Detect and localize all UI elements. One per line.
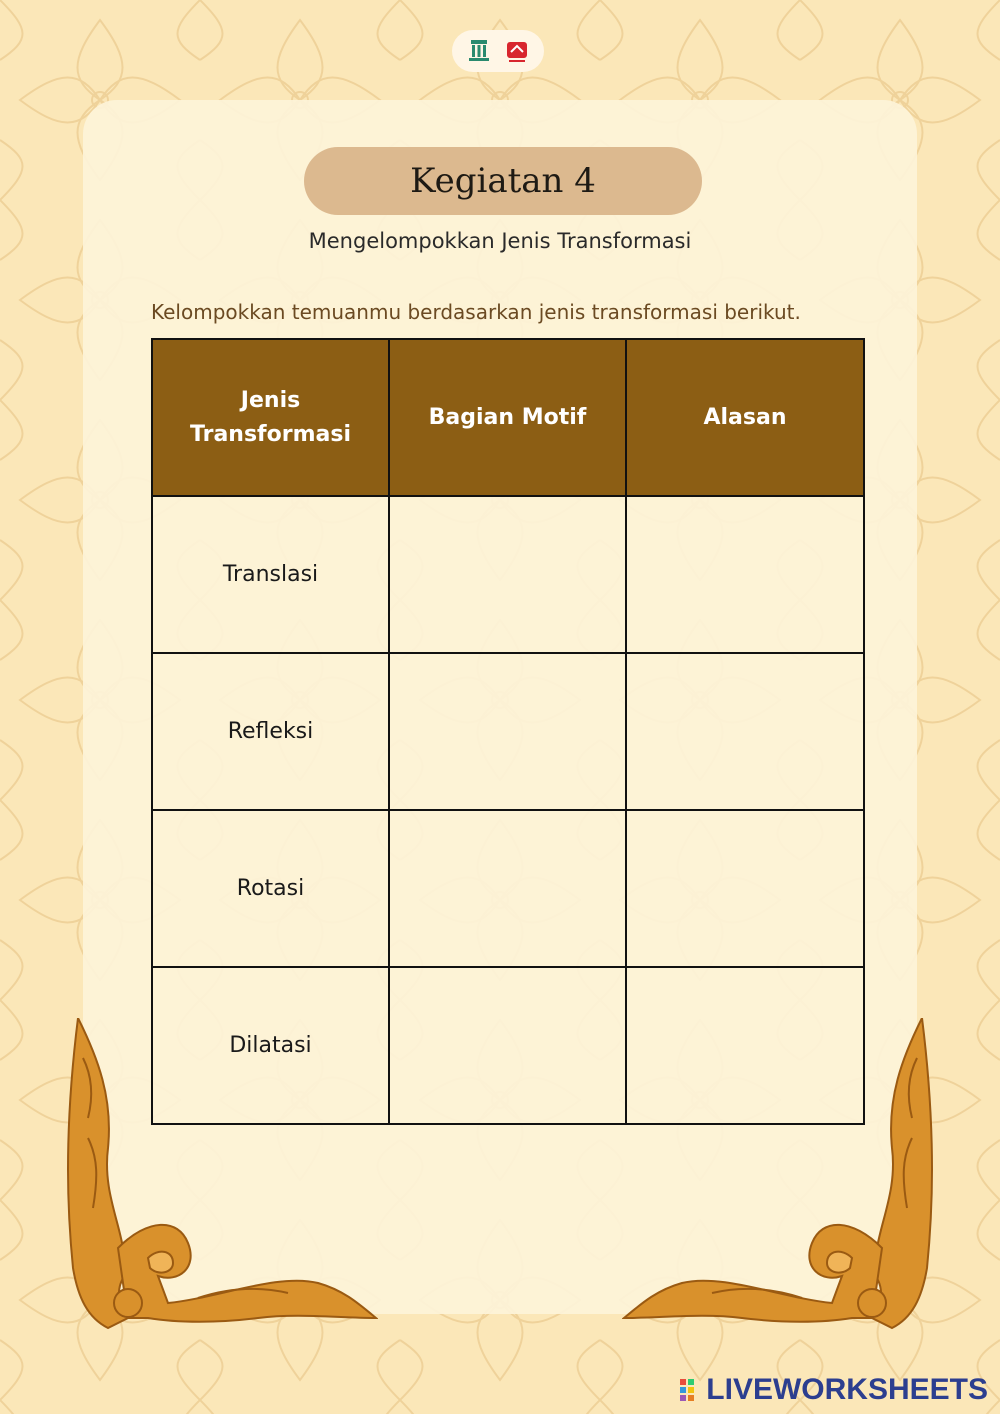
transformation-type-cell: Rotasi	[152, 810, 389, 967]
table-row	[152, 810, 864, 967]
publisher-logo-icon	[502, 36, 532, 66]
activity-title-badge	[304, 147, 702, 215]
transformation-table	[151, 338, 865, 1125]
institution-logo-icon	[464, 36, 494, 66]
table-row	[152, 496, 864, 653]
reason-answer-cell[interactable]	[626, 810, 864, 967]
table-header-row	[152, 339, 864, 496]
activity-title: Kegiatan 4	[410, 161, 596, 201]
transformation-type-cell: Dilatasi	[152, 967, 389, 1124]
ornament-corner-left	[58, 1018, 378, 1348]
header-alasan: Alasan	[626, 339, 864, 496]
header-logos	[452, 30, 544, 72]
transformation-type-cell: Refleksi	[152, 653, 389, 810]
transformation-type-cell: Translasi	[152, 496, 389, 653]
reason-answer-cell[interactable]	[626, 653, 864, 810]
motif-answer-cell[interactable]	[389, 810, 626, 967]
ornament-corner-right	[622, 1018, 942, 1348]
liveworksheets-brand	[680, 1373, 988, 1407]
header-bagian-motif: Bagian Motif	[389, 339, 626, 496]
motif-answer-cell[interactable]	[389, 496, 626, 653]
header-jenis-transformasi: Jenis Transformasi	[152, 339, 389, 496]
motif-answer-cell[interactable]	[389, 653, 626, 810]
instruction-text: Kelompokkan temuanmu berdasarkan jenis transformasi berikut.	[151, 300, 801, 324]
table-row	[152, 653, 864, 810]
motif-answer-cell[interactable]	[389, 967, 626, 1124]
activity-subtitle: Mengelompokkan Jenis Transformasi	[308, 229, 692, 253]
brand-name: LIVEWORKSHEETS	[706, 1373, 988, 1406]
liveworksheets-icon	[680, 1377, 702, 1403]
reason-answer-cell[interactable]	[626, 496, 864, 653]
